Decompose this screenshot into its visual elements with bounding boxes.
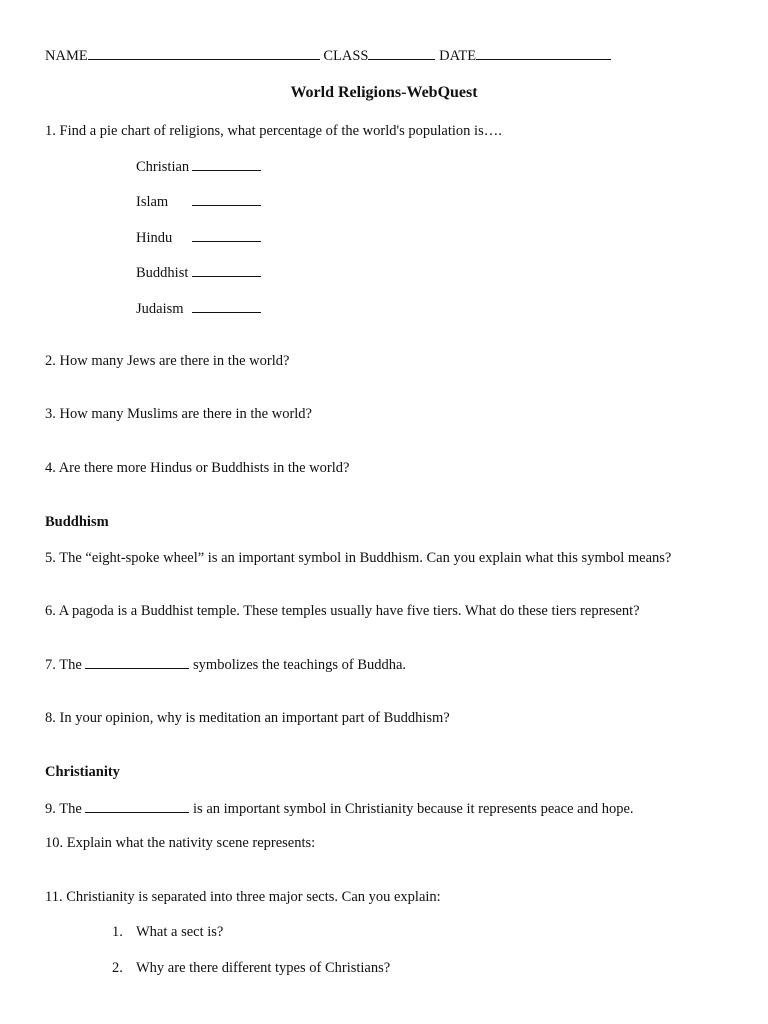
q1-item-label: Buddhist	[136, 265, 189, 281]
question-6: 6. A pagoda is a Buddhist temple. These temples usually have five tiers. What do these tiers represent?	[45, 603, 640, 619]
q7-answer-blank[interactable]	[85, 655, 189, 669]
question-11: 11. Christianity is separated into three major sects. Can you explain:	[45, 889, 441, 905]
question-2: 2. How many Jews are there in the world?	[45, 353, 290, 369]
q1-answer-blank[interactable]	[192, 192, 261, 206]
q11-sub-number: 1.	[112, 924, 123, 940]
q7-suffix: symbolizes the teachings of Buddha.	[193, 657, 407, 673]
name-blank[interactable]	[88, 46, 320, 60]
q1-answer-blank[interactable]	[192, 228, 261, 242]
q11-sub-1	[112, 923, 223, 941]
section-heading-christianity: Christianity	[45, 764, 120, 780]
question-10: 10. Explain what the nativity scene represents:	[45, 835, 316, 851]
q1-item-islam	[136, 192, 261, 211]
question-8: 8. In your opinion, why is meditation an important part of Buddhism?	[45, 710, 450, 726]
q1-item-label: Islam	[136, 194, 169, 210]
page-title: World Religions-WebQuest	[290, 84, 478, 101]
q9-prefix: 9. The	[45, 801, 82, 817]
q11-sub-text: Why are there different types of Christians?	[136, 960, 391, 976]
class-blank[interactable]	[368, 46, 435, 60]
question-9	[45, 799, 634, 818]
question-5: 5. The “eight-spoke wheel” is an important symbol in Buddhism. Can you explain what this symbol means?	[45, 550, 672, 566]
q1-answer-blank[interactable]	[192, 157, 261, 171]
question-3: 3. How many Muslims are there in the world?	[45, 406, 312, 422]
q1-item-label: Judaism	[136, 301, 184, 317]
section-heading-buddhism: Buddhism	[45, 514, 109, 530]
question-1: 1. Find a pie chart of religions, what percentage of the world's population is….	[45, 123, 502, 139]
q1-answer-blank[interactable]	[192, 263, 261, 277]
q1-item-christian	[136, 157, 261, 176]
class-label: CLASS	[323, 48, 369, 64]
q1-item-judaism	[136, 299, 261, 318]
date-blank[interactable]	[476, 46, 611, 60]
q1-item-hindu	[136, 228, 261, 247]
q7-prefix: 7. The	[45, 657, 82, 673]
q11-sub-2	[112, 959, 390, 977]
q1-item-buddhist	[136, 263, 261, 282]
question-4: 4. Are there more Hindus or Buddhists in the world?	[45, 460, 350, 476]
q9-suffix: is an important symbol in Christianity because it represents peace and hope.	[193, 801, 634, 817]
date-label: DATE	[439, 48, 477, 64]
q9-answer-blank[interactable]	[85, 799, 189, 813]
q1-item-label: Hindu	[136, 230, 173, 246]
q1-answer-blank[interactable]	[192, 299, 261, 313]
q11-sub-text: What a sect is?	[136, 924, 224, 940]
q1-item-label: Christian	[136, 159, 190, 175]
name-label: NAME	[45, 48, 88, 64]
question-7	[45, 655, 406, 674]
header-line	[45, 46, 611, 65]
q11-sub-number: 2.	[112, 960, 123, 976]
